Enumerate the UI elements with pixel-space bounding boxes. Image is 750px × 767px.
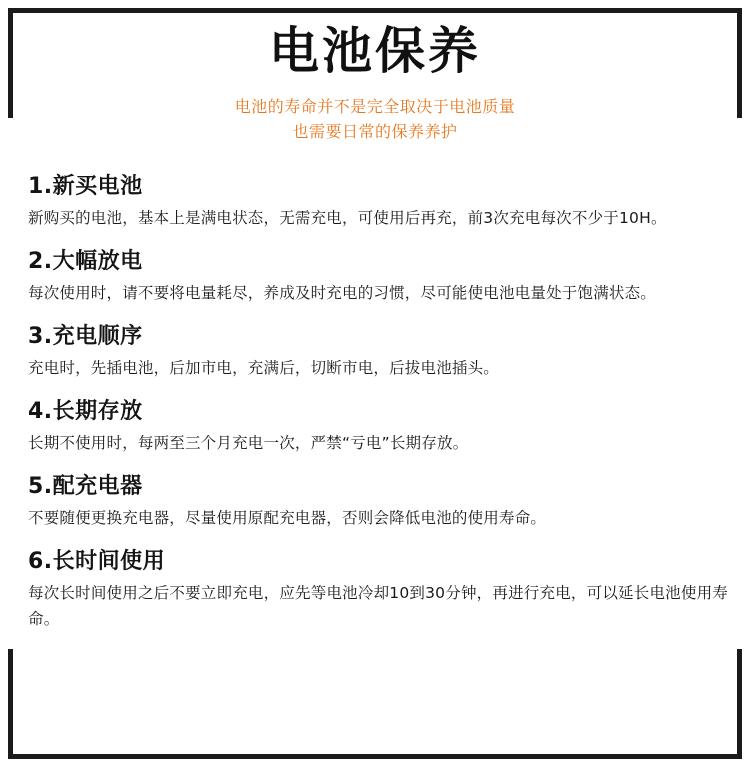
section-body: 每次使用时，请不要将电量耗尽，养成及时充电的习惯，尽可能使电池电量处于饱满状态。 — [28, 284, 657, 302]
section-body: 新购买的电池，基本上是满电状态，无需充电，可使用后再充，前3次充电每次不少于10H。 — [28, 209, 667, 227]
tips-list — [28, 172, 728, 648]
list-item — [28, 172, 728, 231]
section-body: 每次长时间使用之后不要立即充电，应先等电池冷却10到30分钟，再进行充电，可以延长电池使用寿命。 — [28, 584, 728, 628]
frame-border-left-bottom — [8, 649, 13, 759]
frame-border-top — [8, 8, 742, 13]
page-subtitle — [0, 94, 750, 144]
subtitle-line-2: 也需要日常的保养养护 — [292, 122, 458, 141]
section-body: 不要随便更换充电器，尽量使用原配充电器，否则会降低电池的使用寿命。 — [28, 509, 547, 527]
section-title: 6.长时间使用 — [28, 549, 166, 574]
list-item — [28, 397, 728, 456]
section-title: 5.配充电器 — [28, 474, 143, 499]
subtitle-line-1: 电池的寿命并不是完全取决于电池质量 — [234, 97, 516, 116]
section-title: 3.充电顺序 — [28, 324, 143, 349]
list-item — [28, 247, 728, 306]
section-title: 4.长期存放 — [28, 399, 143, 424]
frame-border-right-bottom — [737, 649, 742, 759]
list-item — [28, 472, 728, 531]
frame-border-bottom — [8, 754, 742, 759]
list-item — [28, 547, 728, 632]
page-title: 电池保养 — [269, 22, 481, 80]
section-title: 2.大幅放电 — [28, 249, 143, 274]
section-body: 充电时，先插电池，后加市电，充满后，切断市电，后拔电池插头。 — [28, 359, 500, 377]
section-title: 1.新买电池 — [28, 174, 143, 199]
list-item — [28, 322, 728, 381]
section-body: 长期不使用时，每两至三个月充电一次，严禁“亏电”长期存放。 — [28, 434, 469, 452]
poster-header — [0, 20, 750, 144]
